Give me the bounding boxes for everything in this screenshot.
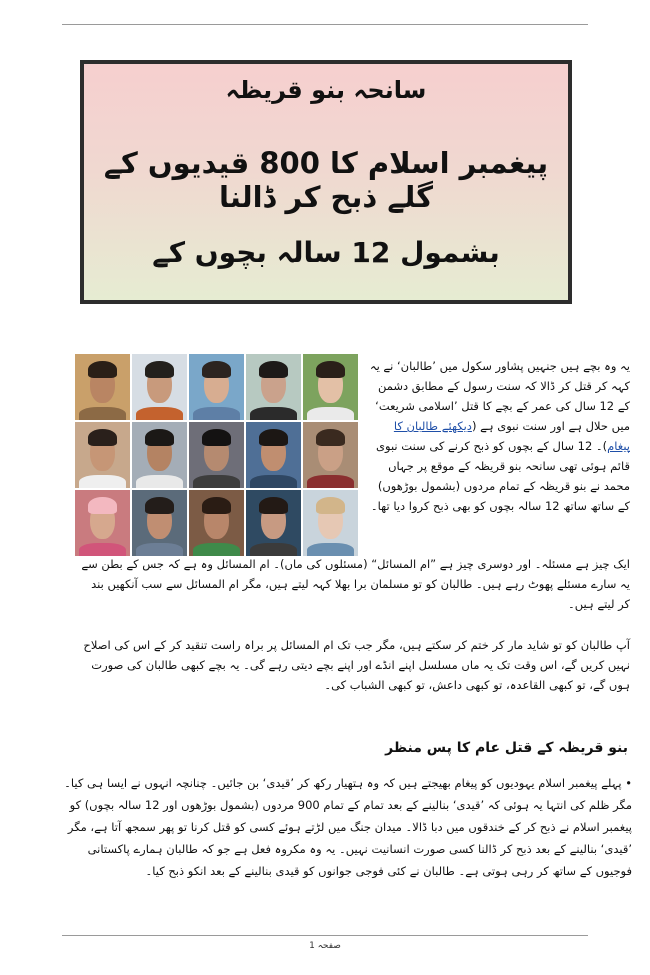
banner-subline: بشمول 12 سالہ بچوں کے: [152, 236, 500, 269]
portrait-shirt: [307, 475, 353, 488]
portrait-shirt: [307, 407, 353, 420]
portrait-hair: [202, 429, 231, 446]
section-heading: بنو قریظہ کے قتل عام کا پس منظر: [385, 740, 628, 756]
portrait-photo: [303, 422, 358, 488]
portrait-photo: [132, 490, 187, 556]
taliban-message-link[interactable]: دیکھئے طالبان کا پیغام: [393, 419, 630, 453]
portrait-hair: [259, 429, 288, 446]
portrait-shirt: [193, 407, 239, 420]
portrait-hair: [316, 497, 345, 514]
banner-title: سانحہ بنو قریظہ: [225, 76, 427, 104]
banner-headline: پیغمبر اسلام کا 800 قیدیوں کے گلے ذبح کر ڈالنا: [103, 146, 549, 214]
portrait-hair: [88, 497, 117, 514]
portrait-photo: [189, 354, 244, 420]
portrait-hair: [145, 361, 174, 378]
portrait-shirt: [136, 475, 182, 488]
portrait-photo: [303, 490, 358, 556]
portrait-shirt: [250, 475, 296, 488]
portrait-photo: [246, 354, 301, 420]
portrait-photo: [132, 422, 187, 488]
portrait-hair: [88, 361, 117, 378]
portrait-photo: [189, 422, 244, 488]
portrait-hair: [202, 361, 231, 378]
portrait-shirt: [79, 475, 125, 488]
portrait-shirt: [193, 475, 239, 488]
bottom-rule: [62, 935, 588, 936]
portrait-hair: [88, 429, 117, 446]
background-paragraph: • پہلے پیغمبر اسلام یہودیوں کو پیغام بھیجتے ہیں کہ وہ ہتھیار رکھ کر ’قیدی‘ بن جائیں۔ چنانچہ انہوں نے ایسا ہی کیا۔ مگر ظلم کی انتہا یہ ہوئی کہ ’قیدی‘ بنالینے کے بعد تمام کے تمام 900 مردوں (بشمول بوڑھوں اور 12 سالہ بچوں) کو پیغمبر اسلام نے ذبح کر کے خندقوں میں دبا ڈالا۔ میدان جنگ میں لڑتے ہوئے کسی کو قتل کرنا تو پھر سمجھ آتا ہے، مگر ’قیدی‘ بنالینے کے بعد ذبح کر ڈالنا کسی صورت انسانیت نہیں۔ یہ وہ مکروہ فعل ہے جو کہ طالبان ہمارے پاکستانی فوجیوں کے ساتھ کر رہی ہوتی ہے۔ طالبان نے کئی فوجی جوانوں کو قیدی بنالینے کے بعد انکو ذبح کیا۔: [64, 776, 632, 878]
portrait-hair: [316, 429, 345, 446]
intro-text-before-link: یہ وہ بچے ہیں جنہیں پشاور سکول میں ’طالبان‘ نے یہ کہہ کر قتل کر ڈالا کہ سنت رسول کے مطابق دشمن کے 12 سال کی عمر کے بچے کا قتل ’اسلامی شریعت‘ میں حلال ہے اور سنت نبوی ہے (: [369, 359, 630, 433]
portrait-hair: [259, 497, 288, 514]
page-number: صفحہ 1: [309, 941, 341, 951]
mother-of-problems-paragraph: ایک چیز ہے مسئلہ۔ اور دوسری چیز ہے ”ام المسائل“ (مسئلوں کی ماں)۔ ام المسائل وہ ہے کہ جس کے بطن سے یہ سارے مسئلے پھوٹ رہے ہیں۔ طالبان کو تو مسلمان برا بھلا کہہ لیتے ہیں، مگر ام المسائل سے سب آنکھیں بند کر لیتے ہیں۔: [81, 557, 630, 611]
portrait-shirt: [136, 407, 182, 420]
portrait-photo: [246, 490, 301, 556]
portrait-shirt: [250, 407, 296, 420]
portrait-hair: [316, 361, 345, 378]
taliban-paragraph: آپ طالبان کو تو شاید مار کر ختم کر سکتے ہیں، مگر جب تک ام المسائل پر براہ راست تنقید کر کے اس کی اصلاح نہیں کریں گے، اس وقت تک یہ ماں مسلسل اپنے انڈے اور اپنے بچے دیتی رہے گی۔ یہ بچے کبھی طالبان کی صورت ہوں گے، تو کبھی القاعدہ، تو کبھی داعش، تو کبھی الشباب کی۔: [83, 638, 630, 692]
portrait-shirt: [79, 407, 125, 420]
top-rule: [62, 24, 588, 25]
portrait-hair: [259, 361, 288, 378]
portrait-photo: [75, 422, 130, 488]
portrait-hair: [145, 497, 174, 514]
portrait-photo: [132, 354, 187, 420]
portrait-hair: [202, 497, 231, 514]
intro-text-after-link: )۔ 12 سال کے بچوں کو ذبح کرنے کی سنت نبوی قائم ہوئی تھی سانحہ بنو قریظہ کے موقع پر جہاں محمد نے بنو قریظہ کے تمام مردوں (بشمول بوڑھوں) کے ساتھ ساتھ 12 سالہ بچوں کو بھی ذبح کروا دیا تھا۔: [370, 439, 630, 513]
portrait-photo: [303, 354, 358, 420]
intro-paragraph: [365, 356, 630, 516]
portrait-photo: [75, 354, 130, 420]
portrait-hair: [145, 429, 174, 446]
portrait-photo: [246, 422, 301, 488]
victims-photo-collage: [75, 354, 358, 556]
title-banner: [80, 60, 572, 304]
portrait-photo: [189, 490, 244, 556]
portrait-photo: [75, 490, 130, 556]
